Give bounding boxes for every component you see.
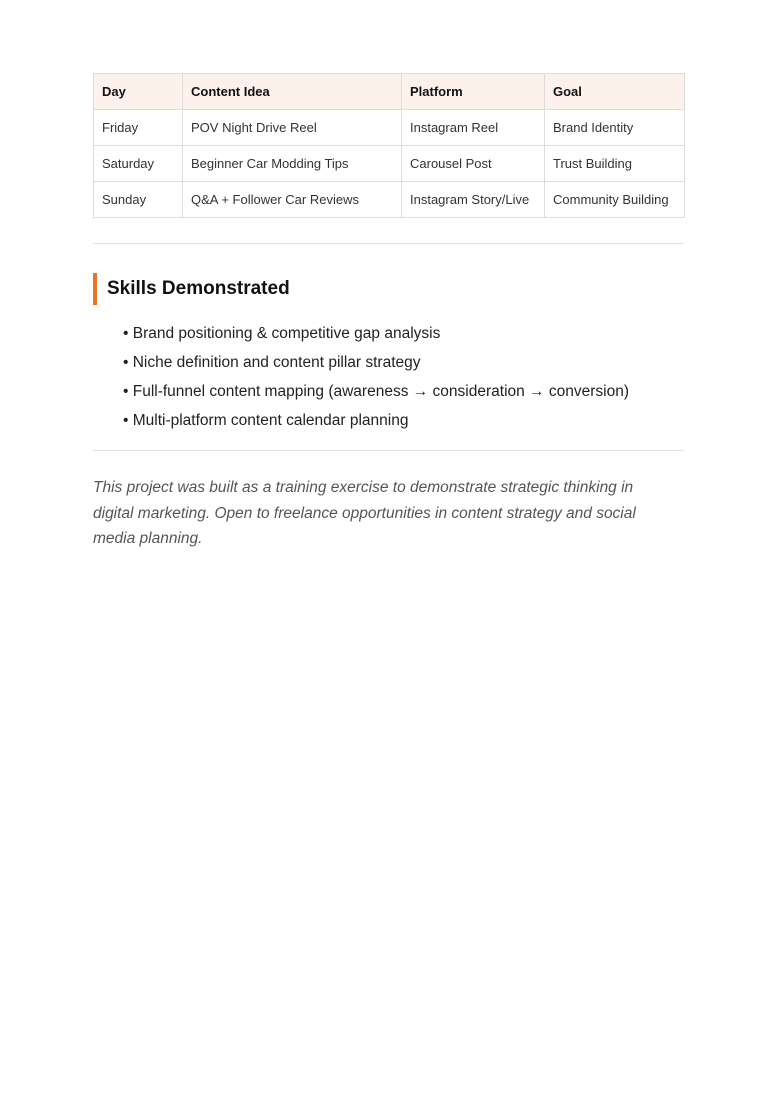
skills-section-title: Skills Demonstrated — [93, 273, 684, 305]
table-header-row — [94, 74, 685, 110]
cell-day: Friday — [94, 110, 183, 146]
cell-goal: Community Building — [545, 182, 685, 218]
section-divider — [93, 243, 684, 244]
list-item: • Brand positioning & competitive gap analysis — [123, 325, 441, 342]
cell-content-idea: POV Night Drive Reel — [183, 110, 402, 146]
cell-content-idea: Beginner Car Modding Tips — [183, 146, 402, 182]
list-item: • Niche definition and content pillar strategy — [123, 354, 421, 371]
cell-platform: Instagram Story/Live — [402, 182, 545, 218]
header-day: Day — [94, 74, 183, 110]
header-platform: Platform — [402, 74, 545, 110]
table-row — [94, 182, 685, 218]
table-row — [94, 110, 685, 146]
cell-platform: Instagram Reel — [402, 110, 545, 146]
document-page — [93, 73, 684, 552]
cell-platform: Carousel Post — [402, 146, 545, 182]
content-calendar-table — [93, 73, 685, 218]
cell-day: Saturday — [94, 146, 183, 182]
footer-note: This project was built as a training exercise to demonstrate strategic thinking in digital marketing. Open to freelance opportunities in content strategy and social media planning. — [93, 479, 636, 547]
cell-day: Sunday — [94, 182, 183, 218]
header-goal: Goal — [545, 74, 685, 110]
cell-content-idea: Q&A + Follower Car Reviews — [183, 182, 402, 218]
skills-list — [93, 319, 684, 435]
cell-goal: Brand Identity — [545, 110, 685, 146]
table-row — [94, 146, 685, 182]
header-content-idea: Content Idea — [183, 74, 402, 110]
list-item: • Multi-platform content calendar planning — [123, 412, 409, 429]
list-item: • Full-funnel content mapping (awareness → consideration → conversion) — [123, 383, 629, 400]
section-divider — [93, 450, 684, 451]
cell-goal: Trust Building — [545, 146, 685, 182]
